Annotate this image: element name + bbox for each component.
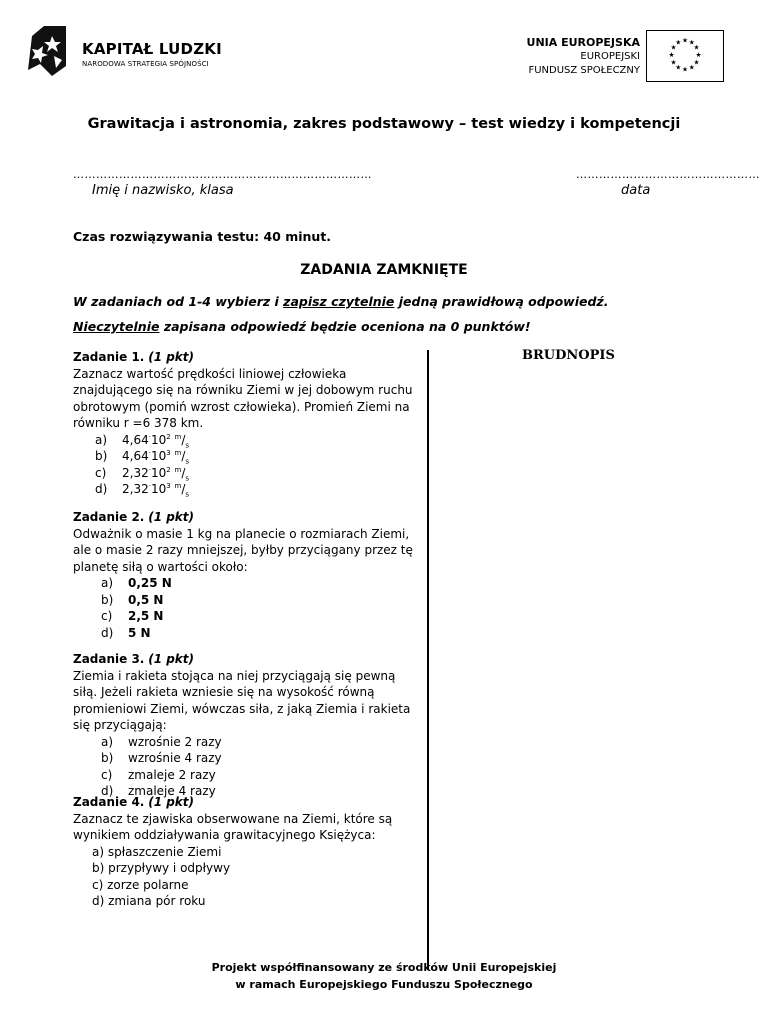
kapital-ludzki-title: KAPITAŁ LUDZKI (82, 40, 222, 58)
task-1-option-c: c) $2,32^\cdot 10^2$ $^m/_s$ (95, 465, 190, 482)
document-title: Grawitacja i astronomia, zakres podstawowy – test wiedzy i kompetencji (87, 116, 681, 132)
task-4-text: Zaznacz te zjawiska obserwowane na Ziemi, które są wynikiem oddziaływania grawitacyjnego Księżyca: (73, 811, 393, 842)
task-4-option-d: d) zmiana pór roku (92, 894, 206, 908)
task-1-header (73, 349, 423, 366)
instruction-2-post: zapisana odpowiedź będzie oceniona na 0 punktów! (159, 319, 531, 334)
instruction-1-post: jedną prawidłową odpowiedź. (394, 294, 609, 309)
name-label: Imię i nazwisko, klasa (92, 183, 234, 198)
option-value: $2,32^\cdot 10^3$ $^m/_s$ (122, 482, 190, 499)
date-dotted-line: ………………………………………… (576, 168, 760, 181)
instruction-line-1 (73, 294, 608, 309)
svg-text:★: ★ (681, 36, 689, 45)
task-2-option-c: c) 2,5 N (101, 609, 164, 623)
instruction-2-underlined: Nieczytelnie (73, 319, 160, 334)
svg-text:★: ★ (670, 43, 677, 52)
option-value: $2,32^\cdot 10^2$ $^m/_s$ (122, 465, 190, 482)
task-3-option-b: b) wzrośnie 4 razy (101, 751, 222, 765)
task-4 (73, 794, 423, 910)
task-3-text: Ziemia i rakieta stojąca na niej przyciągają się pewną siłą. Jeżeli rakieta wzniesie się na wysokość równą promieniowi Ziemi, wówczas siła, z jaką Ziemia i rakieta się przyciągają: (73, 668, 411, 732)
name-dotted-line: …………………………………………………………………… (73, 168, 372, 181)
svg-text:★: ★ (688, 38, 695, 47)
task-2-title: Zadanie 2. (73, 510, 145, 524)
kapital-ludzki-subtitle: NARODOWA STRATEGIA SPÓJNOŚCI (82, 60, 209, 68)
task-3-header (73, 651, 423, 668)
date-label: data (621, 183, 651, 198)
footer (0, 959, 768, 993)
instruction-1-underlined: zapisz czytelnie (283, 294, 395, 309)
eu-logo-line2: EUROPEJSKI (580, 51, 640, 62)
instruction-1-pre: W zadaniach od 1-4 wybierz i (73, 294, 284, 309)
scratch-area-label: BRUDNOPIS (522, 348, 615, 363)
task-1-option-a: a) $4,64^\cdot 10^2$ $^m/_s$ (95, 432, 190, 449)
footer-line-2: w ramach Europejskiego Funduszu Społecznego (235, 978, 533, 991)
task-1-title: Zadanie 1. (73, 350, 145, 364)
task-3-title: Zadanie 3. (73, 652, 145, 666)
eu-flag-icon (646, 30, 724, 82)
column-divider (427, 350, 429, 970)
option-value: $4,64^\cdot 10^2$ $^m/_s$ (122, 432, 190, 449)
task-2 (73, 509, 423, 641)
eu-logo (528, 30, 728, 84)
task-1-option-b: b) $4,64^\cdot 10^3$ $^m/_s$ (95, 449, 190, 466)
svg-text:★: ★ (670, 58, 677, 67)
task-1-options (95, 432, 423, 498)
svg-text:★: ★ (681, 65, 689, 74)
task-2-option-a: a) 0,25 N (101, 576, 172, 590)
instruction-line-2 (73, 319, 531, 334)
task-1-points: (1 pkt) (148, 350, 195, 364)
svg-text:★: ★ (693, 43, 700, 52)
svg-text:★: ★ (675, 38, 682, 47)
svg-text:★: ★ (695, 50, 702, 59)
task-2-option-b: b) 0,5 N (101, 592, 164, 607)
section-heading: ZADANIA ZAMKNIĘTE (300, 262, 468, 278)
task-1 (73, 349, 423, 498)
task-3-option-d: d) zmaleje 4 razy (101, 784, 216, 798)
task-2-options (101, 575, 423, 641)
task-2-points: (1 pkt) (148, 510, 195, 524)
task-2-header (73, 509, 423, 526)
task-3-options (101, 734, 423, 800)
svg-text:★: ★ (688, 63, 695, 72)
eu-logo-line1: UNIA EUROPEJSKA (526, 36, 640, 49)
task-3-option-a: a) wzrośnie 2 razy (101, 734, 222, 749)
svg-text:★: ★ (668, 50, 675, 59)
task-1-option-d: d) $2,32^\cdot 10^3$ $^m/_s$ (95, 482, 190, 499)
task-1-text: Zaznacz wartość prędkości liniowej człowieka znajdującego się na równiku Ziemi w jej dobowym ruchu obrotowym (pomiń wzrost człowieka). Promień Ziemi na równiku r =6 378 km. (73, 366, 413, 430)
svg-text:★: ★ (675, 63, 682, 72)
task-4-option-a: a) spłaszczenie Ziemi (92, 844, 222, 859)
option-value: $4,64^\cdot 10^3$ $^m/_s$ (122, 449, 190, 466)
footer-line-1: Projekt współfinansowany ze środków Unii Europejskiej (211, 961, 557, 974)
task-4-header (73, 794, 423, 811)
kapital-ludzki-mark-icon (26, 22, 70, 78)
test-time: Czas rozwiązywania testu: 40 minut. (73, 229, 332, 244)
task-4-option-b: b) przypływy i odpływy (92, 861, 231, 875)
kapital-ludzki-logo (26, 22, 226, 80)
task-4-options (92, 844, 423, 910)
task-2-text: Odważnik o masie 1 kg na planecie o rozmiarach Ziemi, ale o masie 2 razy mniejszej, byłby przyciągany przez tę planetę siłą o wartości około: (73, 526, 413, 574)
task-3 (73, 651, 423, 800)
task-3-points: (1 pkt) (148, 652, 195, 666)
svg-text:★: ★ (693, 58, 700, 67)
task-4-option-c: c) zorze polarne (92, 877, 189, 892)
task-4-title: Zadanie 4. (73, 795, 145, 809)
task-3-option-c: c) zmaleje 2 razy (101, 767, 216, 782)
task-4-points: (1 pkt) (148, 795, 195, 809)
task-2-option-d: d) 5 N (101, 625, 151, 640)
eu-logo-line3: FUNDUSZ SPOŁECZNY (528, 65, 640, 76)
